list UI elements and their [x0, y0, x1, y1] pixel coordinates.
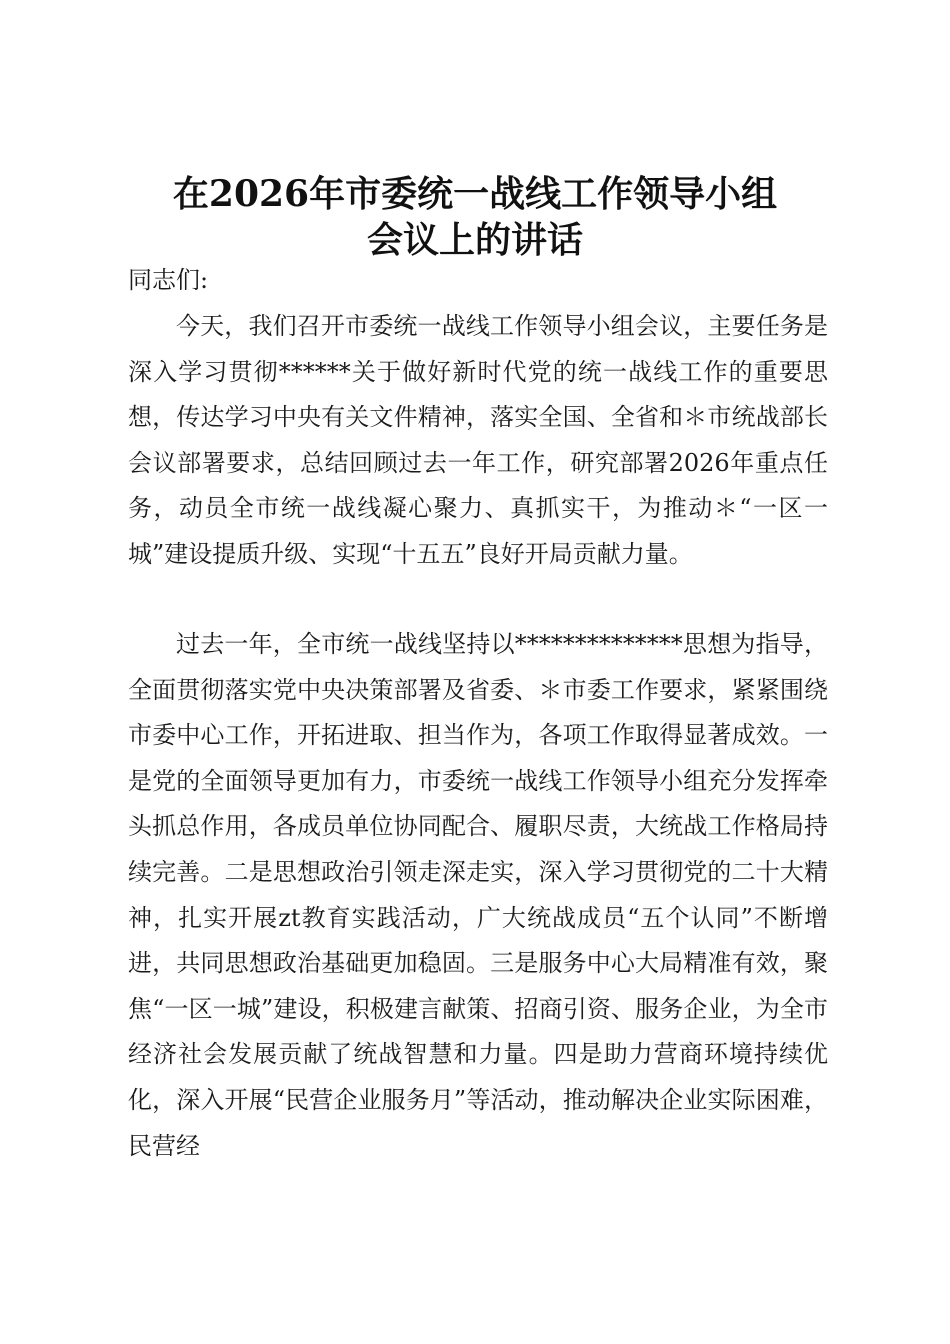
document-title-line-1: 在2026年市委统一战线工作领导小组 — [172, 173, 778, 215]
document-title-line-2: 会议上的讲话 — [366, 219, 583, 261]
salutation: 同志们: — [128, 266, 209, 294]
paragraph-review: 过去一年，全市统一战线坚持以**************思想为指导，全面贯彻落实党中央决策部署及省委、＊市委工作要求，紧紧围绕市委中心工作，开拓进取、担当作为，各项工作取得显著成效。一是党的全面领导更加有力，市委统一战线工作领导小组充分发挥牵头抓总作用，各成员单位协同配合、履职尽责，大统战工作格局持续完善。二是思想政治引领走深走实，深入学习贯彻党的二十大精神，扎实开展zt教育实践活动，广大统战成员“五个认同”不断增进，共同思想政治基础更加稳固。三是服务中心大局精准有效，聚焦“一区一城”建设，积极建言献策、招商引资、服务企业，为全市经济社会发展贡献了统战智慧和力量。四是助力营商环境持续优化，深入开展“民营企业服务月”等活动，推动解决企业实际困难，民营经 — [128, 630, 828, 1160]
paragraph-opening: 今天，我们召开市委统一战线工作领导小组会议，主要任务是深入学习贯彻******关于做好新时代党的统一战线工作的重要思想，传达学习中央有关文件精神，落实全国、全省和＊市统战部长会议部署要求，总结回顾过去一年工作，研究部署2026年重点任务，动员全市统一战线凝心聚力、真抓实干，为推动＊“一区一城”建设提质升级、实现“十五五”良好开局贡献力量。 — [128, 312, 828, 568]
